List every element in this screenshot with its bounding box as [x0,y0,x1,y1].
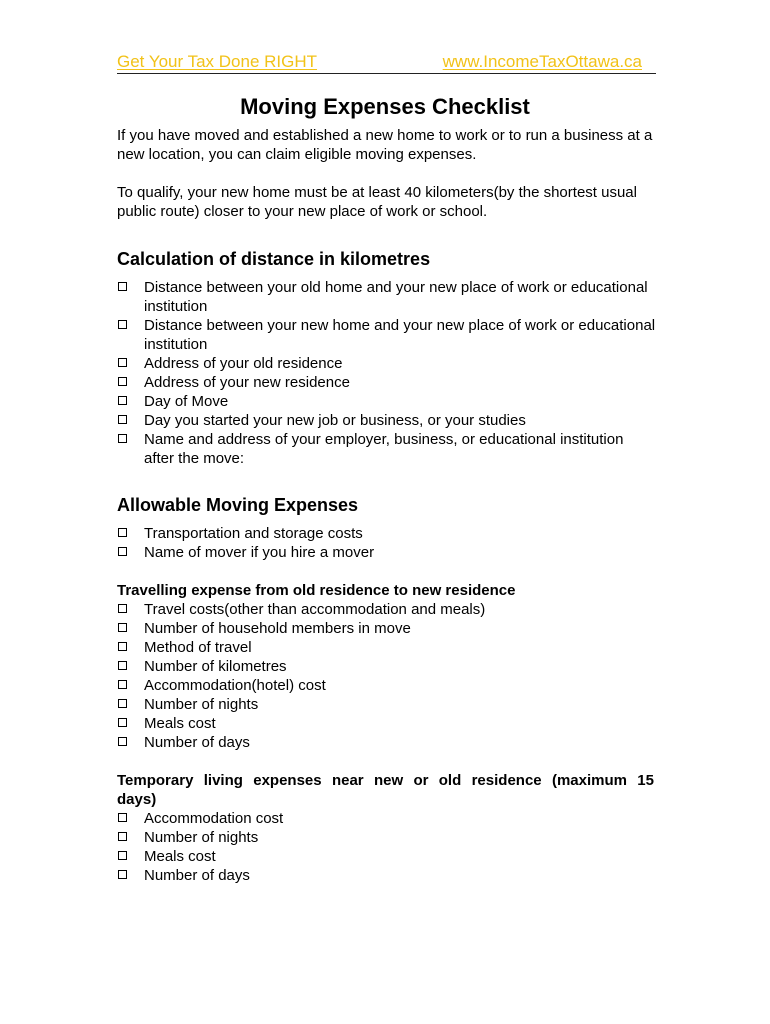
checklist-item [117,600,657,619]
distance-section-heading: Calculation of distance in kilometres [117,249,431,269]
checkbox-icon[interactable] [118,851,127,860]
checklist-item-label: Meals cost [144,848,216,865]
checkbox-icon[interactable] [118,377,127,386]
allowable-checklist [117,524,657,562]
page-header [117,51,656,74]
checklist-item [117,847,657,866]
checkbox-icon[interactable] [118,661,127,670]
document-title: Moving Expenses Checklist [240,94,530,119]
checklist-item [117,316,657,354]
checkbox-icon[interactable] [118,623,127,632]
checklist-item [117,543,657,562]
checkbox-icon[interactable] [118,604,127,613]
checkbox-icon[interactable] [118,358,127,367]
checklist-item-label: Address of your new residence [144,374,350,391]
checklist-item-label: Method of travel [144,639,252,656]
checklist-item-label: Number of nights [144,696,259,713]
checklist-item-label: Distance between your new home and your new place of work or educational institution [144,317,656,353]
checklist-item-label: Address of your old residence [144,355,343,372]
checkbox-icon[interactable] [118,813,127,822]
checklist-item-label: Day you started your new job or business, or your studies [144,412,526,429]
checklist-item [117,828,657,847]
checkbox-icon[interactable] [118,282,127,291]
checklist-item [117,676,657,695]
temporary-section-heading: Temporary living expenses near new or old residence (maximum 15 days) [117,772,654,808]
checkbox-icon[interactable] [118,396,127,405]
checklist-item-label: Name of mover if you hire a mover [144,544,375,561]
checklist-item [117,733,657,752]
checklist-item [117,524,657,543]
checklist-item-label: Accommodation(hotel) cost [144,677,326,694]
checklist-item [117,714,657,733]
header-website-link[interactable]: www.IncomeTaxOttawa.ca [442,52,642,71]
distance-checklist [117,278,657,468]
checklist-item-label: Meals cost [144,715,216,732]
checklist-item [117,392,657,411]
checklist-item-label: Travel costs(other than accommodation and meals) [144,601,486,618]
checklist-item-label: Number of nights [144,829,259,846]
checklist-item [117,619,657,638]
checklist-item [117,809,657,828]
checkbox-icon[interactable] [118,832,127,841]
header-tagline: Get Your Tax Done RIGHT [117,52,318,71]
checklist-item-label: Accommodation cost [144,810,284,827]
checklist-item [117,373,657,392]
checklist-item [117,866,657,885]
travel-section-heading: Travelling expense from old residence to new residence [117,582,516,599]
checkbox-icon[interactable] [118,434,127,443]
checklist-item [117,430,657,468]
allowable-section-heading: Allowable Moving Expenses [117,495,359,515]
checkbox-icon[interactable] [118,415,127,424]
checkbox-icon[interactable] [118,642,127,651]
intro-paragraph-2: To qualify, your new home must be at least 40 kilometers(by the shortest usual public route) closer to your new place of work or school. [117,184,637,220]
checkbox-icon[interactable] [118,320,127,329]
checklist-item [117,278,657,316]
checklist-item-label: Day of Move [144,393,229,410]
temporary-checklist [117,809,657,885]
checklist-item [117,638,657,657]
checklist-item [117,695,657,714]
checkbox-icon[interactable] [118,699,127,708]
checkbox-icon[interactable] [118,870,127,879]
checkbox-icon[interactable] [118,528,127,537]
travel-checklist [117,600,657,752]
checklist-item-label: Name and address of your employer, business, or educational institution after the move: [144,431,624,467]
checklist-item [117,354,657,373]
checklist-item-label: Distance between your old home and your new place of work or educational institution [144,279,648,315]
checklist-item-label: Number of kilometres [144,658,287,675]
checklist-item-label: Transportation and storage costs [144,525,363,542]
checkbox-icon[interactable] [118,680,127,689]
checkbox-icon[interactable] [118,718,127,727]
checkbox-icon[interactable] [118,547,127,556]
checklist-item-label: Number of days [144,734,250,751]
checklist-item [117,657,657,676]
intro-paragraph-1: If you have moved and established a new home to work or to run a business at a new location, you can claim eligible moving expenses. [117,127,653,163]
checklist-item-label: Number of household members in move [144,620,411,637]
checklist-item [117,411,657,430]
checklist-item-label: Number of days [144,867,250,884]
checkbox-icon[interactable] [118,737,127,746]
